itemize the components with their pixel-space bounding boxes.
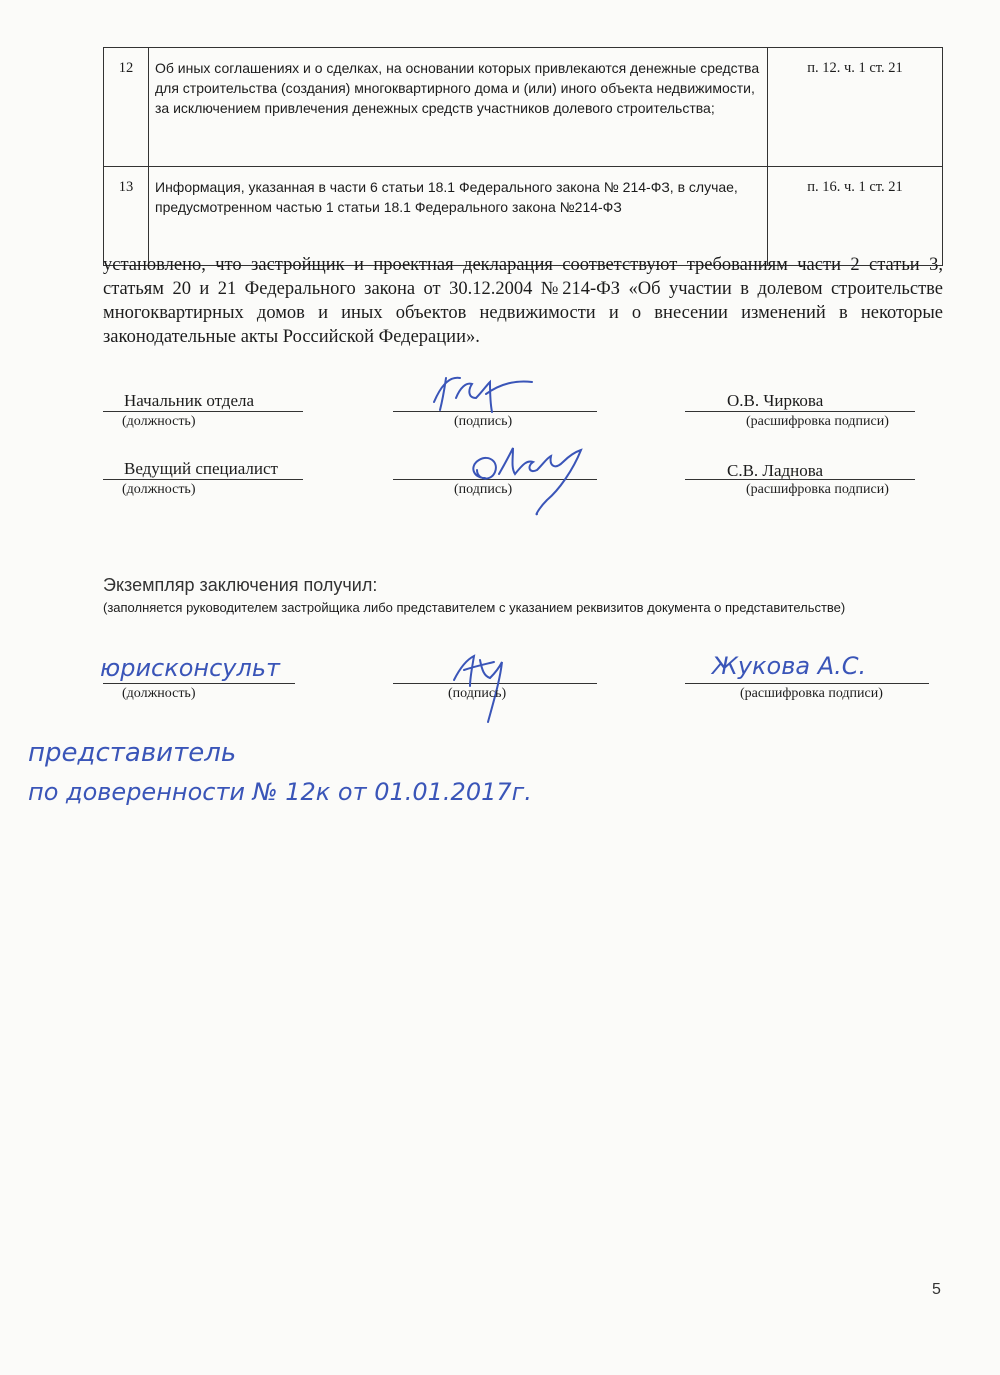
position-line: [103, 479, 303, 480]
row-reference: п. 16. ч. 1 ст. 21: [768, 167, 943, 266]
row-text: Информация, указанная в части 6 статьи 18.1 Федерального закона № 214-ФЗ, в случае, предусмотренном частью 1 статьи 18.1 Федерального закона №214-ФЗ: [149, 167, 768, 266]
handwritten-power-of-attorney: по доверенности № 12к от 01.01.2017г.: [28, 778, 532, 806]
name-line: [685, 683, 929, 684]
conclusion-paragraph: установлено, что застройщик и проектная декларация соответствуют требованиям части 2 статьи 3, статьям 20 и 21 Федерального закона от 30.12.2004 №214-ФЗ «Об участии в долевом строительстве многоквартирных домов и иных объектов недвижимости и о внесении изменений в некоторые законодательные акты Российской Федерации».: [103, 255, 943, 347]
position-line: [103, 683, 295, 684]
table-row: [104, 167, 943, 266]
position-value: Начальник отдела: [124, 391, 255, 410]
signature-caption: (подпись): [454, 414, 513, 429]
signature-caption: (подпись): [448, 686, 507, 701]
receipt-note: (заполняется руководителем застройщика либо представителем с указанием реквизитов документа о представительстве): [103, 600, 846, 615]
name-caption: (расшифровка подписи): [746, 414, 889, 429]
page-number: 5: [932, 1281, 941, 1298]
position-caption: (должность): [122, 686, 196, 701]
requirements-table: [103, 47, 943, 266]
name-caption: (расшифровка подписи): [746, 482, 889, 497]
handwritten-name: Жукова А.С.: [712, 652, 867, 680]
receipt-heading: Экземпляр заключения получил:: [103, 575, 378, 595]
position-value: Ведущий специалист: [124, 459, 278, 478]
name-line: [685, 411, 915, 412]
position-caption: (должность): [122, 414, 196, 429]
signature-receiver: [440, 640, 530, 730]
name-caption: (расшифровка подписи): [740, 686, 883, 701]
row-number: 12: [104, 48, 149, 167]
table-row: [104, 48, 943, 167]
position-caption: (должность): [122, 482, 196, 497]
signature-ladnova: [455, 440, 605, 520]
signature-chirkova: [420, 368, 540, 416]
signature-caption: (подпись): [454, 482, 513, 497]
row-number: 13: [104, 167, 149, 266]
handwritten-position: юрисконсульт: [100, 654, 280, 682]
name-value: О.В. Чиркова: [727, 391, 824, 410]
row-reference: п. 12. ч. 1 ст. 21: [768, 48, 943, 167]
handwritten-representative: представитель: [28, 738, 237, 768]
name-value: С.В. Ладнова: [727, 461, 824, 480]
row-text: Об иных соглашениях и о сделках, на основании которых привлекаются денежные средства для строительства (создания) многоквартирного дома и (или) иного объекта недвижимости, за исключением привлечения денежных средств участников долевого строительства;: [149, 48, 768, 167]
position-line: [103, 411, 303, 412]
